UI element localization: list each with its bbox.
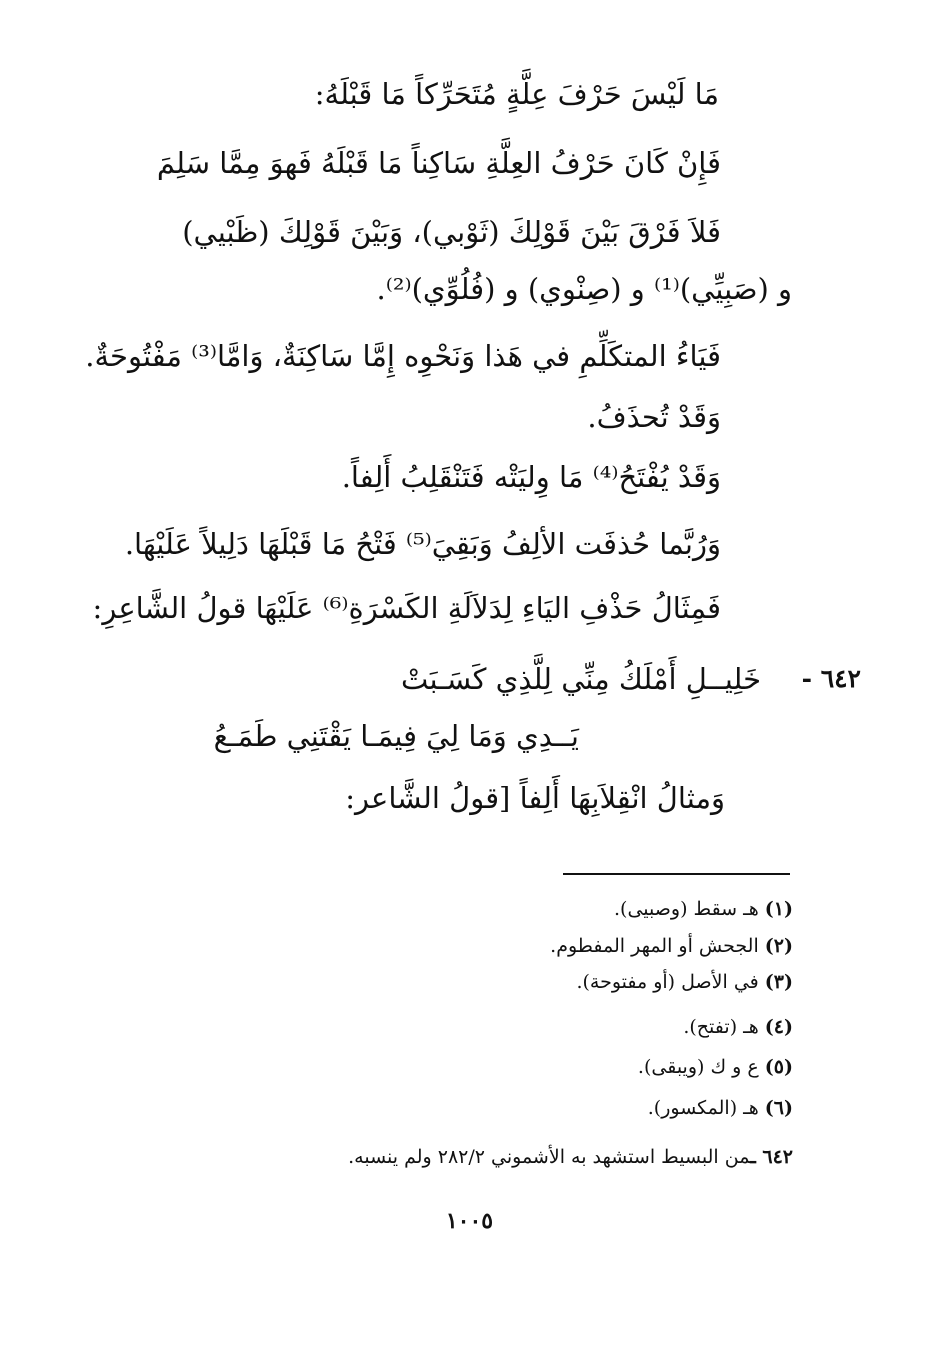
footnote-number: (٢) <box>764 935 793 957</box>
footnote-2 <box>550 932 793 960</box>
footnote-1 <box>614 895 793 923</box>
verse-source-note <box>348 1143 793 1171</box>
body-line-9: فَمِثَالُ حَذْفِ اليَاءِ لِدَلاَلَةِ الكَسْرَةِ⁽⁶⁾ عَلَيْهَا قولُ الشَّاعِرِ: <box>92 591 721 625</box>
footnote-number: (٤) <box>764 1016 793 1038</box>
verse-hemistich-1: خَلِيــلِ أَمْلَكُ مِنِّي لِلَّذِي كَسَـبَتْ <box>401 662 761 696</box>
body-line-1: مَا لَيْسَ حَرْفَ عِلَّةٍ مُتَحَرِّكاً مَا قَبْلَهُ: <box>314 77 719 111</box>
footnote-number: (٦) <box>764 1097 793 1119</box>
footnote-number: (٣) <box>764 971 793 993</box>
verse-number: ٦٤٢ - <box>801 664 861 693</box>
footnote-6 <box>648 1094 793 1122</box>
footnote-text: هـ (تفتح). <box>683 1016 759 1038</box>
page-number: ١٠٠٥ <box>445 1208 494 1234</box>
footnote-text: هـ (المكسور). <box>647 1097 759 1119</box>
source-note-text: من البسيط استشهد به الأشموني ٢٨٢/٢ ولم ينسبه. <box>348 1146 751 1168</box>
body-line-8: وَرُبَّما حُذفَت الألِفُ وَبَقِيَ⁽⁵⁾ فَتْحُ مَا قَبْلَهَا دَلِيلاً عَلَيْهَا. <box>124 527 721 561</box>
body-line-6: وَقَدْ تُحذَفُ. <box>587 400 721 434</box>
body-line-after-verse: وَمثالُ انْقِلاَبِهَا أَلِفاً [قولُ الشَّاعر: <box>345 781 725 815</box>
footnote-text: هـ سقط (وصبيى). <box>614 898 759 920</box>
footnote-text: في الأصل (أو مفتوحة). <box>576 971 759 993</box>
body-line-5: فَيَاءُ المتكَلِّمِ في هَذا وَنَحْوِه إِمَّا سَاكِنَةٌ، وَامَّا⁽³⁾ مَفْتُوحَةٌ. <box>85 339 721 373</box>
footnote-5 <box>638 1053 793 1081</box>
footnote-4 <box>683 1013 793 1041</box>
verse-hemistich-2: يَــدِي وَمَا لِيَ فِيمَـا يَقْتَنِي طَمَـعُ <box>213 719 579 753</box>
footnote-number: (١) <box>764 898 793 920</box>
body-line-2: فَإِنْ كَانَ حَرْفُ العِلَّةِ سَاكِناً مَا قَبْلَهُ فَهوَ مِمَّا سَلِمَ <box>156 146 721 180</box>
footnote-text: الجحش أو المهر المفطوم. <box>550 935 759 957</box>
footnote-text: ع و ك (ويبقى). <box>637 1056 759 1078</box>
footnote-separator <box>563 873 790 875</box>
body-line-3: فَلاَ فَرْقَ بَيْنَ قَوْلِكَ (ثَوْبي)، وَبَيْنَ قَوْلِكَ (ظَبْيي) <box>182 215 721 249</box>
body-line-4: و (صَبِيِّي)⁽¹⁾ و (صِنْوي) و (فُلُوِّي)⁽²⁾. <box>376 272 792 306</box>
footnote-3 <box>576 968 793 996</box>
body-line-7: وَقَدْ يُفْتَحُ⁽⁴⁾ مَا وِليَتْه فَتَنْقَلِبُ أَلِفاً. <box>341 460 721 494</box>
source-note-number: ٦٤٢ ـ <box>750 1146 793 1168</box>
footnote-number: (٥) <box>764 1056 793 1078</box>
